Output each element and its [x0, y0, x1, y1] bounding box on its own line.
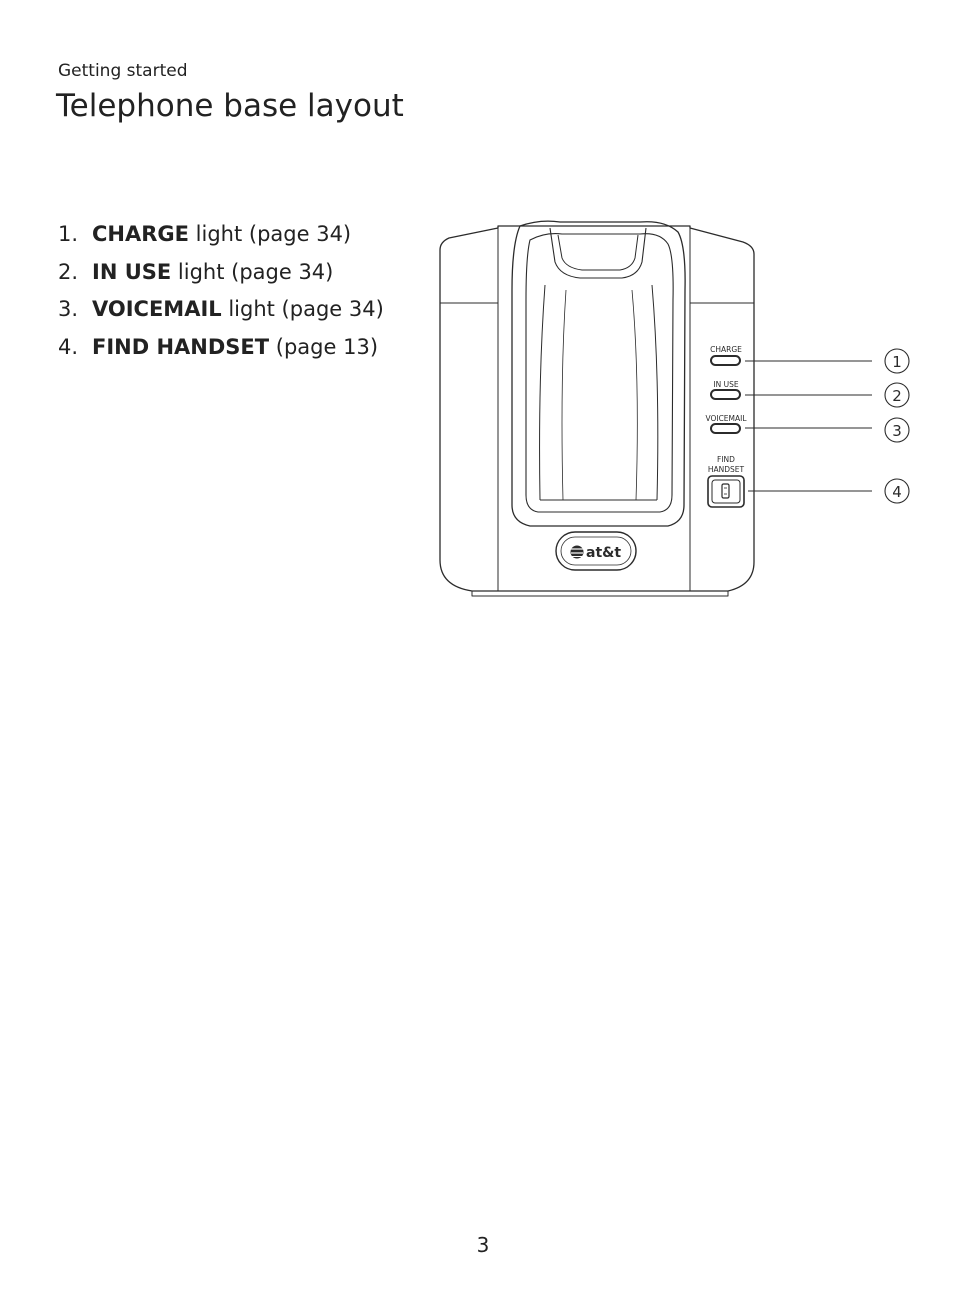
list-item [58, 331, 384, 369]
section-label: Getting started [58, 61, 188, 81]
item-name: IN USE [92, 259, 172, 284]
handset-left-side [540, 285, 545, 500]
voicemail-light [711, 424, 740, 433]
callout-number-3: 3 [892, 422, 902, 440]
base-body-outline [440, 226, 754, 591]
handset-right-side [652, 285, 658, 500]
item-description: light (page 34) [189, 222, 352, 246]
item-number: 4. [58, 334, 79, 359]
charge-light [711, 356, 740, 365]
logo-text: at&t [586, 545, 622, 561]
page-number: 3 [476, 1233, 490, 1257]
item-number: 1. [58, 222, 79, 246]
handset-earpiece-inner [558, 235, 638, 270]
list-item [58, 218, 384, 256]
item-name: CHARGE [92, 222, 189, 246]
item-description: light (page 34) [171, 259, 334, 284]
callout-number-1: 1 [892, 353, 902, 371]
feature-list [58, 218, 384, 368]
cradle-outline [512, 221, 685, 526]
item-number: 2. [58, 259, 79, 284]
handset-left-inner [562, 290, 566, 500]
callout-number-4: 4 [892, 483, 902, 501]
telephone-base-illustration [430, 215, 920, 605]
list-item [58, 256, 384, 294]
page-title: Telephone base layout [56, 88, 404, 124]
find-handset-button [708, 476, 744, 507]
voicemail-label: VOICEMAIL [705, 414, 747, 423]
callout-number-2: 2 [892, 387, 902, 405]
in-use-label: IN USE [713, 380, 739, 389]
cradle-inner [526, 234, 673, 512]
item-number: 3. [58, 297, 79, 321]
item-description: (page 13) [269, 334, 379, 359]
in-use-light [711, 390, 740, 399]
find-label-line2: HANDSET [707, 465, 745, 474]
att-globe-icon [571, 546, 584, 559]
list-item [58, 293, 384, 331]
find-label-line1: FIND [717, 455, 735, 464]
item-name: FIND HANDSET [92, 334, 270, 359]
item-name: VOICEMAIL [92, 297, 222, 321]
base-bottom-lip [472, 591, 728, 596]
item-description: light (page 34) [221, 297, 384, 321]
charge-label: CHARGE [710, 345, 742, 354]
handset-right-inner [632, 290, 637, 500]
